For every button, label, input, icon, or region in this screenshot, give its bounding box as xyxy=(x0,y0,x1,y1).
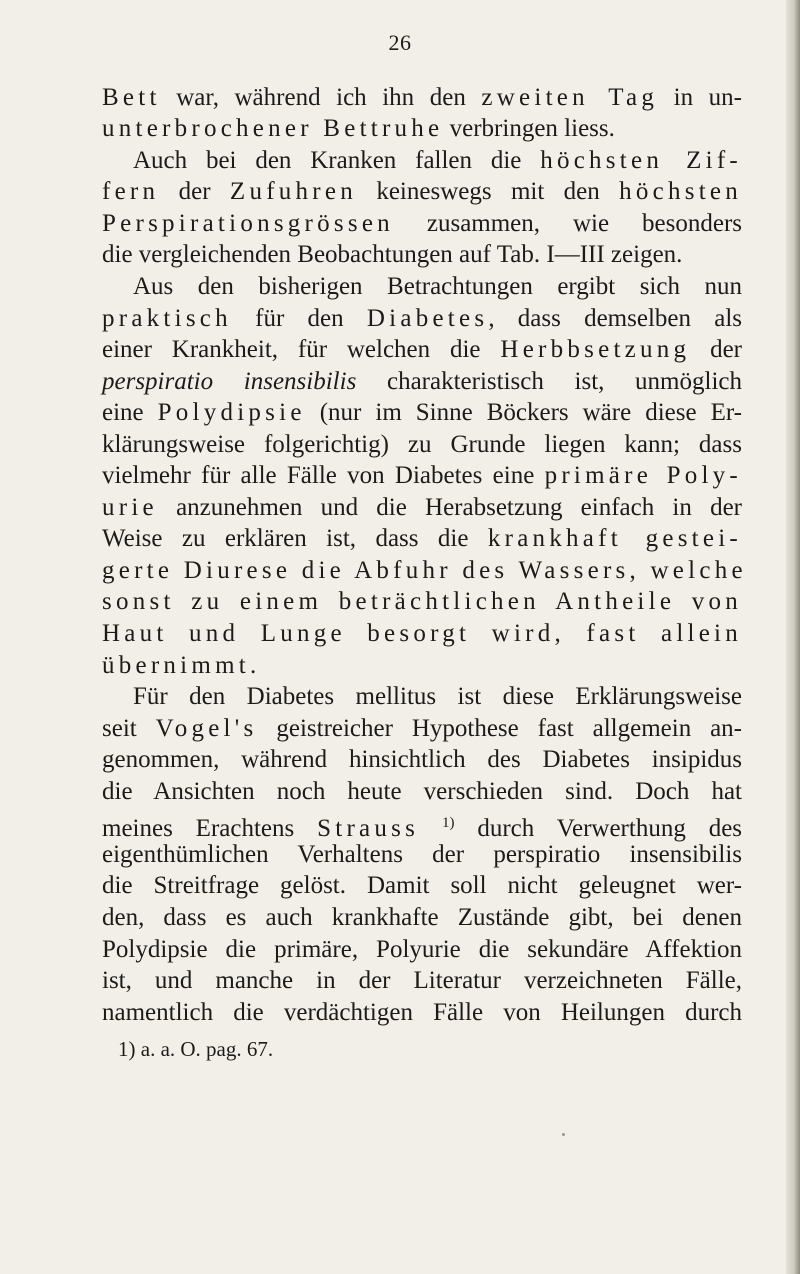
footnote-marker: 1) xyxy=(441,815,455,831)
text-run: klärungsweise folgerichtig) zu Grunde liegen kann; dass xyxy=(102,431,742,458)
text-run: Für den Diabetes mellitus ist diese Erklärungsweise xyxy=(133,683,742,710)
text-run: den, dass es auch krankhafte Zustände gibt, bei denen xyxy=(102,904,742,931)
paper-speck xyxy=(562,1133,565,1136)
text-run: namentlich die verdächtigen Fälle von Heilungen durch xyxy=(102,999,742,1026)
text-run: geistreicher Hypothese fast allgemein an- xyxy=(257,715,742,742)
spaced-word: zweiten Tag xyxy=(481,84,659,111)
text-run: Polydipsie die primäre, Polyurie die sekundäre Affektion xyxy=(102,936,742,963)
text-run: vielmehr für alle Fälle von Diabetes eine xyxy=(102,462,545,489)
text-run: meines Erachtens xyxy=(102,815,318,842)
page-number: 26 xyxy=(388,30,412,55)
text-run: der xyxy=(159,178,230,205)
text-line xyxy=(102,868,742,904)
spaced-word: Herbbsetzung xyxy=(500,336,691,363)
text-line xyxy=(102,584,742,620)
text-run: , dass demselben als xyxy=(488,305,742,332)
spaced-word: unterbrochener Bettruhe xyxy=(102,115,444,142)
text-run: Aus den bisherigen Betrachtungen ergibt sich nun xyxy=(133,273,742,300)
text-run: der xyxy=(690,336,742,363)
text-run: die Streitfrage gelöst. Damit soll nicht geleugnet wer- xyxy=(102,872,742,899)
text-run: Auch bei den Kranken fallen die xyxy=(133,147,541,174)
spaced-word: urie xyxy=(102,494,158,521)
text-line xyxy=(102,237,742,273)
spaced-word: höchsten Zif- xyxy=(540,147,743,174)
spaced-word: höchsten xyxy=(619,178,742,205)
text-run: charakteristisch ist, unmöglich xyxy=(356,368,742,395)
text-line xyxy=(102,111,742,147)
text-run: Weise zu erklären ist, dass die xyxy=(102,525,488,552)
spaced-word: Haut und Lunge besorgt wird, fast allein xyxy=(102,620,742,647)
text-run: verbringen liess. xyxy=(443,115,615,142)
text-run: genommen, während hinsichtlich des Diabetes insipidus xyxy=(102,746,742,773)
text-run: zusammen, wie besonders xyxy=(393,210,742,237)
text-line xyxy=(102,332,742,368)
spaced-word: übernimmt. xyxy=(102,652,261,679)
text-run: in un- xyxy=(658,84,742,111)
text-run: seit xyxy=(102,715,156,742)
text-run: eigenthümlichen Verhaltens der perspiratio insensibilis xyxy=(102,841,742,868)
text-run: ist, und manche in der Literatur verzeichneten Fälle, xyxy=(102,967,742,994)
text-line xyxy=(102,900,742,936)
text-line xyxy=(102,995,742,1031)
text-line xyxy=(102,805,742,841)
text-line xyxy=(102,616,742,652)
spaced-word: krankhaft gestei- xyxy=(487,525,742,552)
text-line xyxy=(102,963,742,999)
italic-term: perspiratio insensibilis xyxy=(102,368,357,395)
text-run: eine xyxy=(102,399,158,426)
text-line xyxy=(102,521,742,557)
text-line xyxy=(133,679,742,715)
spaced-word: Zufuhren xyxy=(229,178,357,205)
text-line xyxy=(102,458,742,494)
spaced-word: fern xyxy=(102,178,160,205)
spaced-word: Polydipsie xyxy=(157,399,306,426)
text-run: (nur im Sinne Böckers wäre diese Er- xyxy=(305,399,742,426)
text-line xyxy=(102,742,742,778)
spaced-word: sonst zu einem beträchtlichen Antheile von xyxy=(102,588,742,615)
footnote: 1) a. a. O. pag. 67. xyxy=(118,1037,274,1061)
text-run: keineswegs mit den xyxy=(356,178,620,205)
spaced-word: Bett xyxy=(102,84,161,111)
spaced-word: Diabetes xyxy=(366,305,489,332)
text-run: durch Verwerthung des xyxy=(454,815,743,842)
page-spine-edge xyxy=(786,0,800,1274)
spaced-word: Vogel's xyxy=(155,715,258,742)
text-run: einer Krankheit, für welchen die xyxy=(102,336,501,363)
text-run: war, während ich ihn den xyxy=(160,84,482,111)
text-line xyxy=(102,395,742,431)
spaced-word: Perspirationsgrössen xyxy=(102,210,394,237)
spaced-word: gerte Diurese die Abfuhr des Wassers, welche xyxy=(102,557,747,584)
spaced-word: praktisch xyxy=(102,305,232,332)
text-line xyxy=(133,269,742,305)
spaced-word: primäre Poly- xyxy=(544,462,742,489)
text-run: die vergleichenden Beobachtungen auf Tab. I—III zeigen. xyxy=(102,241,683,268)
text-run: anzunehmen und die Herabsetzung einfach in der xyxy=(157,494,742,521)
text-line xyxy=(102,174,742,210)
spaced-word: Strauss xyxy=(317,815,420,842)
text-run: für den xyxy=(231,305,367,332)
text-run: die Ansichten noch heute verschieden sind. Doch hat xyxy=(102,778,742,805)
